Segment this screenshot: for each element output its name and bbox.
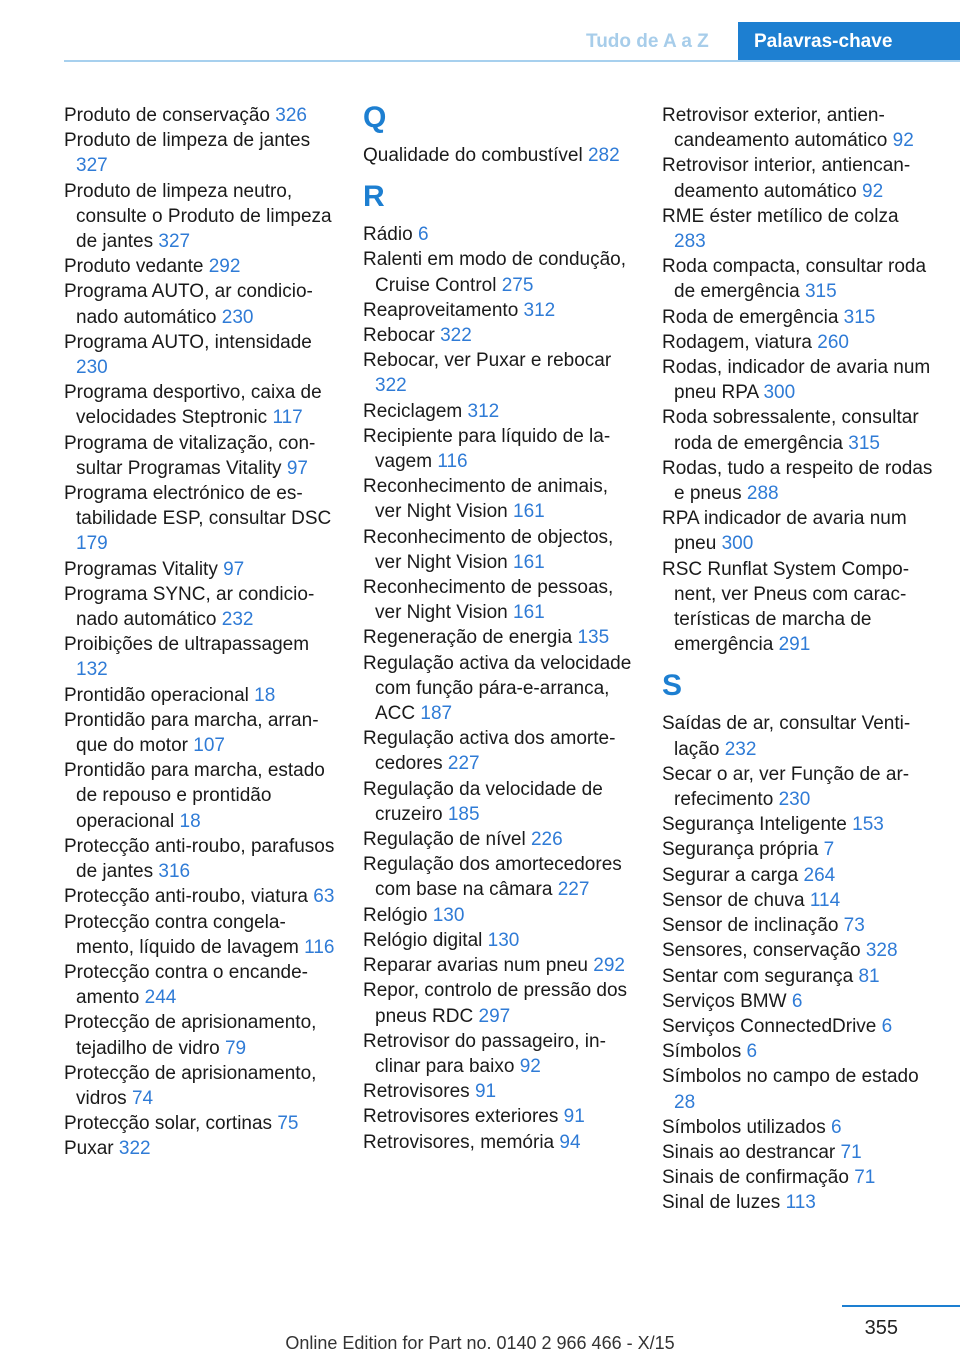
index-page-link[interactable]: 316 [158, 861, 191, 883]
index-entry [662, 557, 934, 658]
index-entry [64, 179, 336, 255]
index-entry [64, 1111, 336, 1136]
index-page-link[interactable]: 18 [179, 810, 201, 832]
index-entry [64, 683, 336, 708]
index-entry [64, 708, 336, 758]
header-rule [64, 60, 960, 62]
index-entry-text: Retrovisores [363, 1081, 470, 1103]
index-entry-text: Puxar [64, 1138, 114, 1160]
index-page-link[interactable]: 63 [313, 886, 335, 908]
index-entry-text: Sensores, conservação [662, 940, 861, 962]
index-column-1 [64, 103, 336, 1162]
index-entry [64, 758, 336, 834]
index-entry [363, 625, 635, 650]
index-page-link[interactable]: 232 [724, 738, 757, 760]
index-entry [363, 903, 635, 928]
index-entry-text: Programa AUTO, intensidade [64, 331, 312, 353]
index-entry [64, 431, 336, 481]
index-letter-heading: Q [363, 101, 387, 134]
index-entry-text: Segurança própria [662, 839, 819, 861]
index-page-link[interactable]: 312 [467, 400, 500, 422]
index-page-link[interactable]: 75 [277, 1113, 299, 1135]
index-page-link[interactable]: 92 [519, 1055, 541, 1077]
index-entry-text: Saídas de ar, consultar Ventilação [662, 713, 911, 760]
index-entry [662, 254, 934, 304]
index-page-link[interactable]: 116 [437, 451, 468, 473]
index-entry-text: Protecção solar, cortinas [64, 1113, 273, 1135]
index-entry-text: Regulação da velocidade de cruzeiro [363, 778, 603, 825]
index-page-link[interactable]: 116 [304, 936, 335, 958]
index-page-link[interactable]: 226 [530, 829, 563, 851]
index-entry-text: Protecção contra congelamento, líquido de lavagem [64, 911, 299, 958]
index-page-link[interactable]: 92 [892, 130, 914, 152]
index-entry [363, 1029, 635, 1079]
index-page-link[interactable]: 117 [272, 407, 303, 429]
index-page-link[interactable]: 79 [224, 1037, 247, 1059]
index-page-link[interactable]: 113 [785, 1192, 816, 1214]
index-entry [363, 143, 635, 168]
index-entry-text: Sinais de confirmação [662, 1167, 849, 1189]
index-page-link[interactable]: 230 [76, 357, 108, 379]
index-page-link[interactable]: 232 [221, 609, 254, 631]
index-entry [363, 474, 635, 524]
index-entry-text: Rebocar [363, 325, 435, 347]
index-entry [662, 837, 934, 862]
index-entry [662, 506, 934, 556]
index-entry-text: Produto vedante [64, 256, 204, 278]
index-entry [64, 557, 336, 582]
index-entry [363, 247, 635, 297]
index-entry-text: Reconhecimento de objectos, ver Night Vision [363, 526, 614, 573]
index-entry-text: Prontidão para marcha, estado de repouso e prontidão operacional [64, 760, 325, 832]
index-entry-text: Protecção anti-roubo, parafusos de jantes [64, 835, 335, 883]
index-entry [363, 575, 635, 625]
index-entry-text: Símbolos [662, 1041, 742, 1063]
index-entry-text: Regulação de nível [363, 829, 526, 851]
index-entry [64, 481, 336, 557]
index-entry-text: Serviços ConnectedDrive [662, 1015, 877, 1037]
index-page-link[interactable]: 97 [223, 558, 245, 580]
index-page-link[interactable]: 114 [809, 889, 841, 911]
index-entry-text: Regulação dos amortecedores com base na câmara [363, 854, 622, 901]
index-entry [662, 103, 934, 153]
index-entry [64, 884, 336, 909]
index-entry-text: RSC Runflat System Component, ver Pneus com características de marcha de emergência [662, 558, 910, 656]
index-entry-text: Protecção de aprisionamento, tejadilho de vidro [64, 1012, 317, 1059]
index-page-link[interactable]: 135 [577, 627, 610, 649]
index-entry [662, 711, 934, 761]
index-page-link[interactable]: 230 [221, 306, 254, 328]
index-page-link[interactable]: 327 [76, 155, 108, 177]
index-entry [363, 928, 635, 953]
index-entry-text: Relógio digital [363, 929, 483, 951]
index-page-link[interactable]: 264 [803, 864, 836, 886]
index-entry-text: Reconhecimento de pessoas, ver Night Vision [363, 577, 614, 624]
index-page-link[interactable]: 18 [254, 684, 276, 706]
index-entry-text: Sinais ao destrancar [662, 1141, 836, 1163]
index-entry-text: Produto de limpeza de jantes [64, 130, 311, 152]
index-page-link[interactable]: 161 [513, 602, 545, 624]
header-active-tab: Palavras-chave [738, 22, 960, 62]
index-entry [662, 1115, 934, 1140]
index-entry [64, 279, 336, 329]
index-entry [662, 1165, 934, 1190]
index-entry [662, 762, 934, 812]
index-page-link[interactable]: 71 [840, 1141, 862, 1163]
index-entry [662, 938, 934, 963]
index-entry [662, 964, 934, 989]
index-page-link[interactable]: 326 [275, 105, 307, 126]
index-entry-text: Rádio [363, 224, 413, 246]
index-entry [662, 1014, 934, 1039]
index-page-link[interactable]: 282 [587, 145, 620, 166]
index-entry-text: Serviços BMW [662, 990, 787, 1012]
index-entry [363, 298, 635, 323]
footer-rule [842, 1305, 960, 1307]
index-page-link[interactable]: 179 [76, 533, 108, 555]
index-entry-text: Produto de conservação [64, 105, 270, 126]
index-entry-text: Sentar com segurança [662, 965, 854, 987]
index-entry-text: Programa SYNC, ar condicionado automático [64, 583, 315, 631]
index-entry-text: Símbolos utilizados [662, 1116, 826, 1138]
index-page-link[interactable]: 132 [76, 659, 108, 681]
index-column-3 [662, 103, 934, 1216]
index-letter-heading: R [363, 180, 385, 214]
index-entry [64, 380, 336, 430]
index-entry [662, 812, 934, 837]
index-entry-text: Repor, controlo de pressão dos pneus RDC [363, 980, 628, 1027]
index-page-link[interactable]: 291 [778, 634, 811, 656]
index-page-link[interactable]: 6 [881, 1015, 893, 1037]
index-entry [662, 1140, 934, 1165]
index-page-link[interactable]: 73 [843, 915, 865, 937]
index-entry-text: Segurar a carga [662, 864, 799, 886]
index-entry [662, 863, 934, 888]
index-entry [662, 1064, 934, 1114]
index-entry-text: Produto de limpeza neutro, consulte o Produto de limpeza de jantes [64, 180, 332, 253]
index-entry [363, 222, 635, 247]
index-entry [662, 204, 934, 254]
index-entry [64, 632, 336, 682]
index-entry-text: RME éster metílico de colza [662, 205, 899, 227]
index-page-link[interactable]: 161 [513, 551, 545, 573]
index-entry-text: Ralenti em modo de condução, Cruise Control [363, 249, 626, 296]
index-entry-text: Secar o ar, ver Função de arrefecimento [662, 763, 910, 811]
index-page-link[interactable]: 94 [559, 1131, 581, 1153]
index-page-link[interactable]: 315 [848, 432, 880, 454]
index-entry-text: Retrovisor interior, antiencandeamento automático [662, 155, 911, 202]
edition-note: Online Edition for Part no. 0140 2 966 466 - X/15 [285, 1333, 675, 1353]
index-entry [64, 103, 336, 128]
index-entry-text: Roda de emergência [662, 306, 839, 328]
index-entry-text: Recipiente para líquido de lavagem [363, 425, 611, 473]
index-entry [662, 405, 934, 455]
index-entry-text: Rodas, tudo a respeito de rodas e pneus [662, 457, 933, 505]
index-entry-text: Programa desportivo, caixa de velocidades Steptronic [64, 382, 322, 429]
index-page-link[interactable]: 97 [286, 457, 308, 479]
index-page-link[interactable]: 297 [478, 1005, 511, 1027]
index-page-link[interactable]: 6 [746, 1041, 758, 1063]
index-page-link[interactable]: 315 [804, 281, 837, 303]
index-page-link[interactable]: 92 [862, 180, 884, 202]
index-entry-text: Prontidão operacional [64, 684, 249, 706]
index-entry [64, 128, 336, 178]
index-entry-text: Programa electrónico de estabilidade ESP, consultar DSC [64, 483, 332, 530]
index-entry [363, 953, 635, 978]
index-entry-text: Reaproveitamento [363, 299, 519, 321]
index-entry-text: Roda sobressalente, consultar roda de emergência [662, 407, 919, 454]
index-entry-text: Rebocar, ver Puxar e rebocar [363, 350, 612, 372]
index-entry-text: Rodagem, viatura [662, 331, 812, 353]
index-entry [64, 254, 336, 279]
index-entry-text: Retrovisores, memória [363, 1131, 555, 1153]
index-page-link[interactable]: 327 [158, 231, 191, 253]
index-page-link[interactable]: 91 [474, 1081, 497, 1103]
index-page-link[interactable]: 315 [843, 306, 876, 328]
index-page-link[interactable]: 322 [118, 1138, 151, 1160]
index-entry-text: Protecção de aprisionamento, vidros [64, 1062, 317, 1109]
index-page-link[interactable]: 91 [563, 1106, 585, 1128]
index-page-link[interactable]: 6 [791, 990, 803, 1012]
index-entry-text: Reciclagem [363, 400, 463, 422]
index-entry-text: Prontidão para marcha, arranque do motor [64, 709, 319, 757]
index-page-link[interactable]: 130 [487, 929, 520, 951]
index-entry-text: Relógio [363, 904, 428, 926]
index-page-link[interactable]: 322 [440, 325, 472, 347]
index-entry-text: Sinal de luzes [662, 1192, 781, 1214]
index-entry [662, 456, 934, 506]
index-page-link[interactable]: 107 [193, 735, 225, 757]
index-entry [64, 1010, 336, 1060]
index-entry-text: Retrovisor do passageiro, inclinar para baixo [363, 1030, 606, 1077]
index-entry-text: RPA indicador de avaria num pneu [662, 508, 907, 555]
index-entry-text: Reparar avarias num pneu [363, 955, 588, 977]
index-entry-text: Roda compacta, consultar roda de emergência [662, 256, 927, 303]
index-page-link[interactable]: 185 [447, 803, 480, 825]
index-page-link[interactable]: 260 [817, 331, 849, 353]
index-entry-text: Símbolos no campo de estado [662, 1066, 919, 1088]
index-page-link[interactable]: 81 [858, 965, 880, 987]
index-page-link[interactable]: 227 [447, 753, 480, 775]
index-entry [363, 1079, 635, 1104]
index-entry-text: Reconhecimento de animais, ver Night Vision [363, 476, 609, 523]
index-page-link[interactable]: 161 [513, 501, 545, 523]
index-entry [662, 1190, 934, 1215]
index-entry [64, 1136, 336, 1161]
index-entry-text: Retrovisor exterior, antiencandeamento automático [662, 105, 888, 152]
index-entry-text: Programa de vitalização, consultar Programas Vitality [64, 432, 316, 479]
index-entry [662, 989, 934, 1014]
index-entry [363, 852, 635, 902]
index-entry-text: Retrovisores exteriores [363, 1106, 559, 1128]
index-entry [662, 355, 934, 405]
index-entry-text: Regeneração de energia [363, 627, 573, 649]
index-page-link[interactable]: 275 [501, 274, 534, 296]
index-page-link[interactable]: 300 [763, 382, 796, 404]
index-entry-text: Qualidade do combustível [363, 145, 583, 166]
index-entry-text: Protecção contra o encandeamento [64, 961, 308, 1009]
index-entry [662, 330, 934, 355]
index-page-link[interactable]: 28 [674, 1091, 696, 1113]
index-entry [363, 424, 635, 474]
index-entry-text: Programa AUTO, ar condicionado automático [64, 281, 313, 328]
index-page-link[interactable]: 283 [674, 231, 706, 253]
index-entry [363, 525, 635, 575]
index-entry [363, 348, 635, 398]
index-entry [363, 651, 635, 727]
index-page-link[interactable]: 292 [593, 955, 625, 977]
index-page-link[interactable]: 130 [432, 904, 465, 926]
index-entry [363, 1130, 635, 1155]
index-entry [363, 777, 635, 827]
index-page-link[interactable]: 227 [557, 879, 590, 901]
page-number: 355 [864, 1317, 898, 1339]
index-entry-text: Segurança Inteligente [662, 814, 847, 836]
index-entry-text: Protecção anti-roubo, viatura [64, 886, 308, 908]
index-page-link[interactable]: 153 [852, 814, 884, 836]
index-page-link[interactable]: 292 [208, 256, 241, 278]
index-entry [363, 1104, 635, 1129]
index-entry [64, 330, 336, 380]
index-entry [662, 153, 934, 203]
index-page-link[interactable]: 71 [854, 1167, 876, 1189]
index-entry-text: Sensor de chuva [662, 889, 805, 911]
index-entry [662, 1039, 934, 1064]
index-entry [662, 888, 934, 913]
index-page-link[interactable]: 230 [778, 789, 811, 811]
index-entry [64, 1061, 336, 1111]
index-entry [363, 827, 635, 852]
index-entry [64, 960, 336, 1010]
index-entry-text: Programas Vitality [64, 558, 218, 580]
index-page-link[interactable]: 6 [417, 224, 429, 246]
index-entry-text: Sensor de inclinação [662, 915, 839, 937]
index-page-link[interactable]: 328 [865, 940, 898, 962]
index-entry-text: Regulação activa dos amortecedores [363, 728, 616, 775]
index-entry [64, 910, 336, 960]
index-page-link[interactable]: 7 [823, 839, 835, 861]
index-entry [662, 305, 934, 330]
index-page-link[interactable]: 322 [375, 375, 407, 397]
index-column-2 [363, 103, 635, 1155]
index-entry-text: Regulação activa da velocidade com função pára-e-arranca, ACC [363, 652, 632, 725]
index-page-link[interactable]: 74 [131, 1087, 154, 1109]
index-entry [363, 399, 635, 424]
index-entry [363, 726, 635, 776]
index-page-link[interactable]: 244 [144, 987, 177, 1009]
index-page-link[interactable]: 312 [523, 299, 556, 321]
index-letter-heading: S [662, 669, 683, 703]
index-entry [64, 582, 336, 632]
header-section-tab: Tudo de A a Z [586, 31, 709, 52]
index-entry [363, 978, 635, 1028]
index-page-link[interactable]: 6 [830, 1116, 842, 1138]
index-entry [662, 913, 934, 938]
index-entry-text: Proibições de ultrapassagem [64, 634, 310, 656]
index-entry-text: Rodas, indicador de avaria num pneu RPA [662, 357, 931, 404]
index-page-link[interactable]: 300 [721, 533, 754, 555]
index-page-link[interactable]: 187 [420, 703, 453, 725]
index-entry [363, 323, 635, 348]
index-page-link[interactable]: 288 [746, 483, 779, 505]
index-entry [64, 834, 336, 884]
